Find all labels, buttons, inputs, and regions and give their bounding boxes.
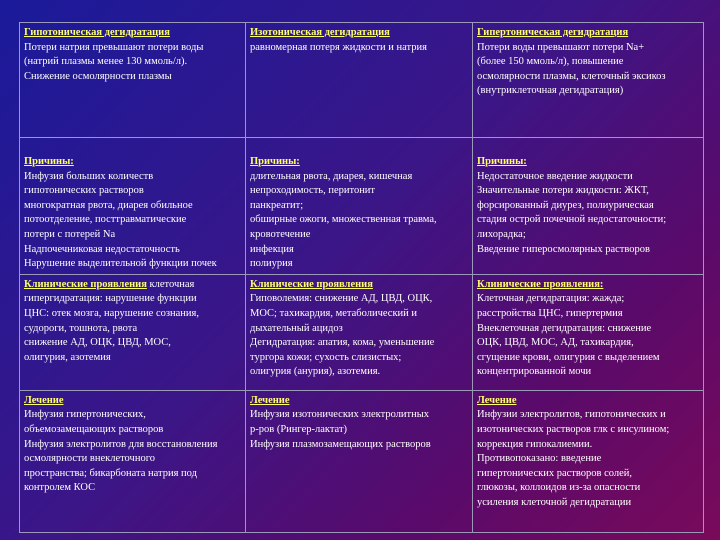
cell-text-line: тургора кожи; сухость слизистых; (250, 351, 402, 363)
cell-isotonic-type (246, 23, 473, 138)
cell-text-line: Потери воды превышают потери Na+ (477, 41, 645, 53)
cell-text-line: Введение гиперосмолярных растворов (477, 243, 650, 255)
cell-text-line: потоотделение, посттравматические (24, 214, 187, 226)
cell-text-line: лихорадка; (477, 228, 526, 240)
cell-hypertonic-type (473, 23, 704, 138)
cell-header: Изотоническая дегидратация (250, 27, 390, 38)
cell-text-line: Надпочечниковая недостаточность (24, 243, 180, 255)
cell-text-line: Гиповолемия: снижение АД, ЦВД, ОЦК, (250, 293, 433, 305)
cell-text-line: гипотонических растворов (24, 185, 144, 197)
cell-text-line: (более 150 ммоль/л), повышение (477, 56, 624, 68)
cell-header-line (477, 278, 699, 293)
cell-text-line: Нарушение выделительной функции почек (24, 258, 217, 270)
cell-text-line: изотонических растворов глк с инсулином; (477, 423, 670, 435)
cell-text-line: объемозамещающих растворов (24, 423, 164, 435)
cell-header: Клинические проявления (250, 278, 373, 290)
cell-text-line: пространства; бикарбоната натрия под (24, 467, 197, 479)
cell-header-line (24, 278, 241, 293)
cell-isotonic-clinical (246, 274, 473, 390)
cell-text-line: Клеточная дегидратация: жажда; (477, 293, 625, 305)
cell-text-line: гипертонических растворов солей, (477, 467, 633, 479)
cell-header-tail: клеточная (146, 278, 195, 290)
dehydration-comparison-table (19, 22, 704, 533)
cell-text-line: панкреатит; (250, 199, 304, 211)
cell-text-line: Инфузии электролитов, гипотонических и (477, 409, 666, 421)
cell-header-line (250, 278, 468, 293)
cell-text-line: инфекция (250, 243, 294, 255)
dehydration-table-slide (19, 22, 703, 526)
cell-text-line: усиления клеточной дегидратации (477, 496, 632, 508)
cell-text-line: обширные ожоги, множественная травма, (250, 214, 437, 226)
cell-text-line: глюкозы, коллоидов из-за опасности (477, 482, 641, 494)
cell-text-line: полиурия (250, 258, 293, 270)
table-row-causes (20, 138, 704, 275)
cell-isotonic-treatment (246, 390, 473, 532)
cell-header: Гипотоническая дегидратация (24, 27, 170, 38)
cell-text-line: ОЦК, ЦВД, МОС, АД, тахикардия, (477, 337, 634, 349)
cell-spacer (250, 141, 468, 155)
cell-text-line: осмолярности плазмы, клеточный эксикоз (477, 70, 666, 82)
cell-text-line: олигурия (анурия), азотемия. (250, 366, 381, 378)
cell-text-line: Противопоказано: введение (477, 453, 602, 465)
cell-header: Причины: (250, 156, 300, 167)
cell-spacer (24, 141, 241, 155)
cell-hypertonic-treatment (473, 390, 704, 532)
cell-hypotonic-treatment (20, 390, 246, 532)
cell-header-line (24, 394, 241, 409)
cell-text-line: Снижение осмолярности плазмы (24, 70, 172, 82)
cell-text-line: коррекция гипокалиемии. (477, 438, 593, 450)
cell-text-line: (натрий плазмы менее 130 ммоль/л). (24, 56, 188, 68)
cell-header-line (477, 394, 699, 409)
cell-text-line: Инфузия плазмозамещающих растворов (250, 438, 431, 450)
cell-header-line (477, 26, 699, 41)
cell-text-line: Инфузия изотонических электролитных (250, 409, 430, 421)
cell-text-line: потери с потерей Na (24, 228, 116, 240)
cell-header: Лечение (477, 394, 517, 406)
cell-text-line: Недостаточное введение жидкости (477, 170, 633, 182)
cell-text-line: контролем КОС (24, 482, 96, 494)
table-row-types (20, 23, 704, 138)
table-row-treatment (20, 390, 704, 532)
cell-text-line: длительная рвота, диарея, кишечная (250, 170, 413, 182)
cell-text-line: концентрированной мочи (477, 366, 592, 378)
cell-text-line: Инфузия гипертонических, (24, 409, 146, 421)
cell-hypotonic-type (20, 23, 246, 138)
cell-spacer (477, 141, 699, 155)
cell-header: Клинические проявления (24, 278, 147, 290)
cell-isotonic-causes (246, 138, 473, 275)
cell-hypertonic-causes (473, 138, 704, 275)
cell-text-line: Внеклеточная дегидратация: снижение (477, 322, 652, 334)
cell-text-line: дыхательный ацидоз (250, 322, 343, 334)
cell-text-line: р-ров (Рингер-лактат) (250, 423, 348, 435)
cell-header-line (250, 26, 468, 41)
cell-header: Лечение (250, 394, 290, 406)
table-row-clinical (20, 274, 704, 390)
cell-header: Лечение (24, 394, 64, 406)
cell-text-line: форсированный диурез, полиурическая (477, 199, 654, 211)
cell-text-line: сгущение крови, олигурия с выделением (477, 351, 660, 363)
cell-hypotonic-clinical (20, 274, 246, 390)
cell-text-line: расстройства ЦНС, гипертермия (477, 307, 623, 319)
cell-text-line: (внутриклеточная дегидратация) (477, 85, 624, 97)
cell-text-line: равномерная потеря жидкости и натрия (250, 41, 427, 53)
cell-text-line: стадия острой почечной недостаточности; (477, 214, 667, 226)
cell-header: Причины: (24, 156, 74, 167)
cell-hypertonic-clinical (473, 274, 704, 390)
cell-header: Клинические проявления: (477, 278, 604, 290)
cell-text-line: гипергидратация: нарушение функции (24, 293, 197, 305)
cell-text-line: непроходимость, перитонит (250, 185, 376, 197)
cell-text-line: многократная рвота, диарея обильное (24, 199, 193, 211)
cell-text-line: МОС; тахикардия, метаболический и (250, 307, 418, 319)
cell-header-line (250, 394, 468, 409)
cell-text-line: кровотечение (250, 228, 311, 240)
cell-text-line: Дегидратация: апатия, кома, уменьшение (250, 337, 435, 349)
cell-text-line: олигурия, азотемия (24, 351, 111, 363)
cell-text-line: осмолярности внеклеточного (24, 453, 155, 465)
cell-header-line (24, 155, 241, 170)
cell-header-line (477, 155, 699, 170)
cell-text-line: Инфузия электролитов для восстановления (24, 438, 218, 450)
cell-text-line: судороги, тошнота, рвота (24, 322, 138, 334)
cell-header-line (250, 155, 468, 170)
cell-text-line: Потери натрия превышают потери воды (24, 41, 204, 53)
cell-header-line (24, 26, 241, 41)
cell-text-line: Значительные потери жидкости: ЖКТ, (477, 185, 649, 197)
cell-hypotonic-causes (20, 138, 246, 275)
cell-text-line: Инфузия больших количеств (24, 170, 154, 182)
cell-header: Гипертоническая дегидратация (477, 27, 629, 38)
cell-header: Причины: (477, 156, 527, 167)
cell-text-line: снижение АД, ОЦК, ЦВД, МОС, (24, 337, 171, 349)
cell-text-line: ЦНС: отек мозга, нарушение сознания, (24, 307, 199, 319)
